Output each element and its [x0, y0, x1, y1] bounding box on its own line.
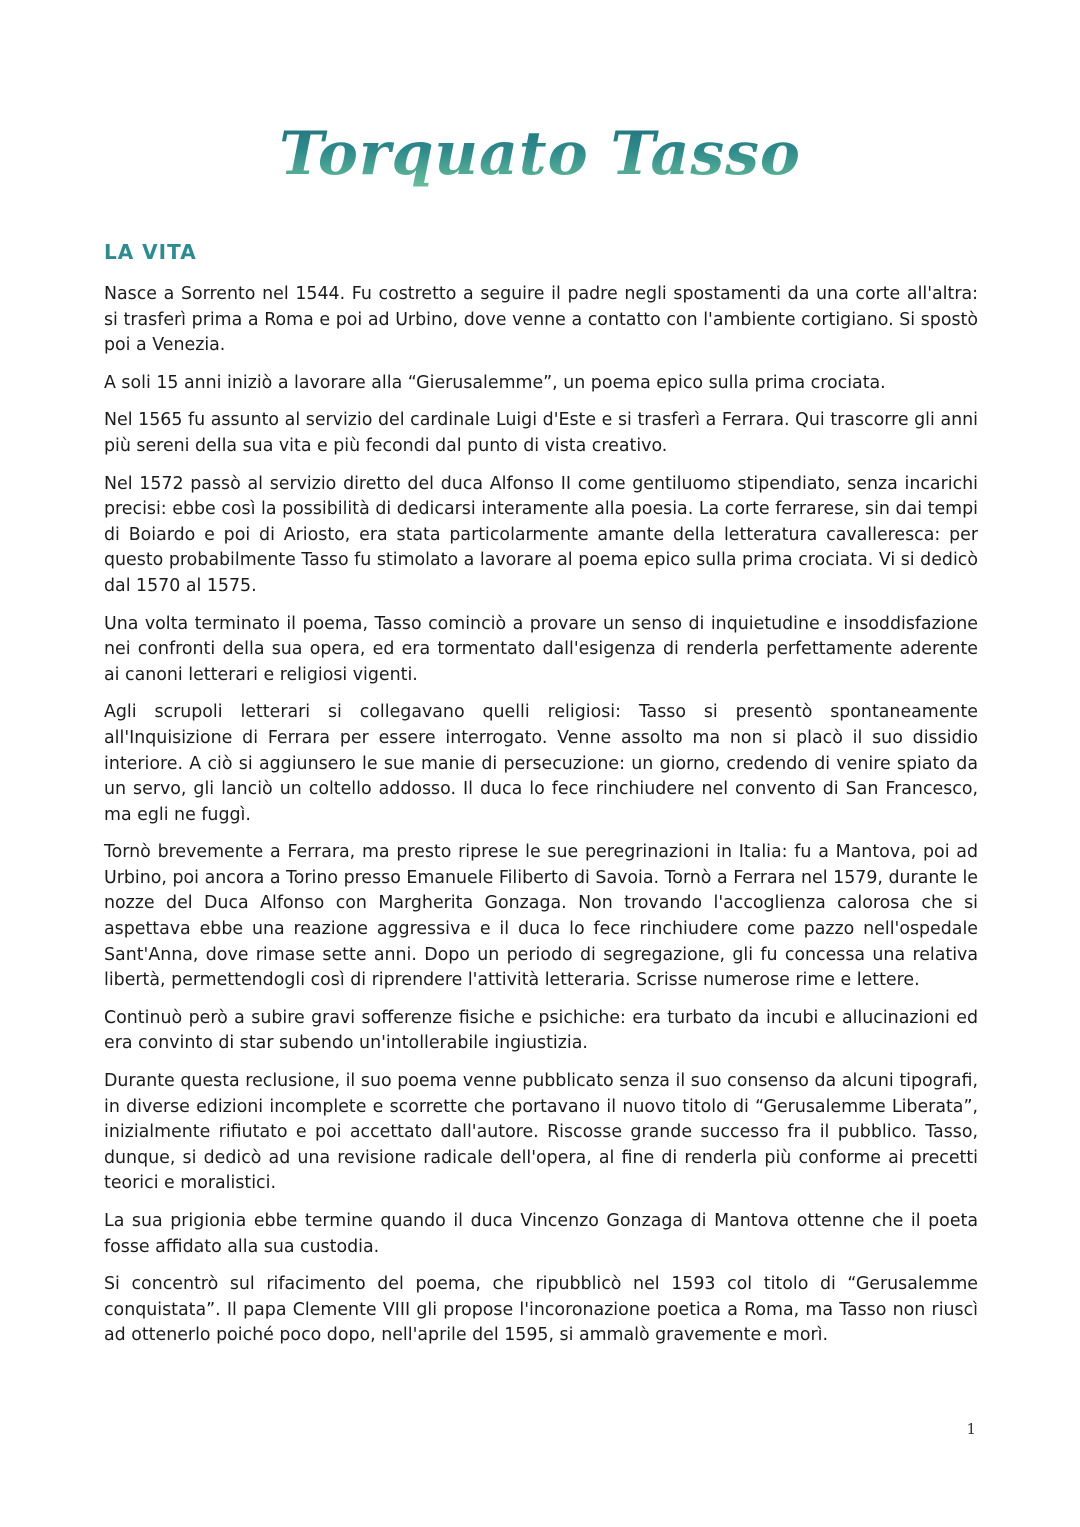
paragraph: Durante questa reclusione, il suo poema venne pubblicato senza il suo consenso da alcuni tipografi, in diverse edizioni incomplete e scorrette che portavano il nuovo titolo di “Gerusalemme Liberata”, inizialmente rifiutato e poi accettato dall'autore. Riscosse grande successo fra il pubblico. Tasso, dunque, si dedicò ad una revisione radicale dell'opera, al fine di renderla più conforme ai precetti teorici e moralistici.	[104, 1071, 978, 1194]
paragraph: Tornò brevemente a Ferrara, ma presto riprese le sue peregrinazioni in Italia: fu a Mantova, poi ad Urbino, poi ancora a Torino presso Emanuele Filiberto di Savoia. Tornò a Ferrara nel 1579, durante le nozze del Duca Alfonso con Margherita Gonzaga. Non trovando l'accoglienza calorosa che si aspettava ebbe una reazione aggressiva e il duca lo fece rinchiudere come pazzo nell'ospedale Sant'Anna, dove rimase sette anni. Dopo un periodo di segregazione, gli fu concessa una relativa libertà, permettendogli così di riprendere l'attività letteraria. Scrisse numerose rime e lettere.	[104, 842, 978, 991]
page-number: 1	[966, 1420, 976, 1438]
paragraph: Continuò però a subire gravi sofferenze fisiche e psichiche: era turbato da incubi e allucinazioni ed era convinto di star subendo un'intollerabile ingiustizia.	[104, 1007, 978, 1054]
paragraph: Si concentrò sul rifacimento del poema, che ripubblicò nel 1593 col titolo di “Gerusalemme conquistata”. Il papa Clemente VIII gli propose l'incoronazione poetica a Roma, ma Tasso non riuscì ad ottenerlo poiché poco dopo, nell'aprile del 1595, si ammalò gravemente e morì.	[104, 1274, 978, 1346]
body-text	[104, 282, 978, 1361]
paragraph: A soli 15 anni iniziò a lavorare alla “Gierusalemme”, un poema epico sulla prima crociata.	[104, 372, 886, 393]
paragraph: Agli scrupoli letterari si collegavano quelli religiosi: Tasso si presentò spontaneamente all'Inquisizione di Ferrara per essere interrogato. Venne assolto ma non si placò il suo dissidio interiore. A ciò si aggiunsero le sue manie di persecuzione: un giorno, credendo di venire spiato da un servo, gli lanciò un coltello addosso. Il duca lo fece rinchiudere nel convento di San Francesco, ma egli ne fuggì.	[104, 702, 978, 825]
paragraph: Nel 1572 passò al servizio diretto del duca Alfonso II come gentiluomo stipendiato, senza incarichi precisi: ebbe così la possibilità di dedicarsi interamente alla poesia. La corte ferrarese, sin dai tempi di Boiardo e poi di Ariosto, era stata particolarmente amante della letteratura cavalleresca: per questo probabilmente Tasso fu stimolato a lavorare al poema epico sulla prima crociata. Vi si dedicò dal 1570 al 1575.	[104, 473, 978, 596]
paragraph: Una volta terminato il poema, Tasso cominciò a provare un senso di inquietudine e insoddisfazione nei confronti della sua opera, ed era tormentato dall'esigenza di renderla perfettamente aderente ai canoni letterari e religiosi vigenti.	[104, 613, 978, 685]
paragraph: Nel 1565 fu assunto al servizio del cardinale Luigi d'Este e si trasferì a Ferrara. Qui trascorre gli anni più sereni della sua vita e più fecondi dal punto di vista creativo.	[104, 410, 978, 456]
paragraph: Nasce a Sorrento nel 1544. Fu costretto a seguire il padre negli spostamenti da una corte all'altra: si trasferì prima a Roma e poi ad Urbino, dove venne a contatto con l'ambiente cortigiano. Si spostò poi a Venezia.	[104, 284, 978, 356]
section-heading: LA VITA	[104, 240, 197, 264]
page-title: Torquato Tasso	[0, 118, 1080, 190]
paragraph: La sua prigionia ebbe termine quando il duca Vincenzo Gonzaga di Mantova ottenne che il poeta fosse affidato alla sua custodia.	[104, 1211, 978, 1257]
